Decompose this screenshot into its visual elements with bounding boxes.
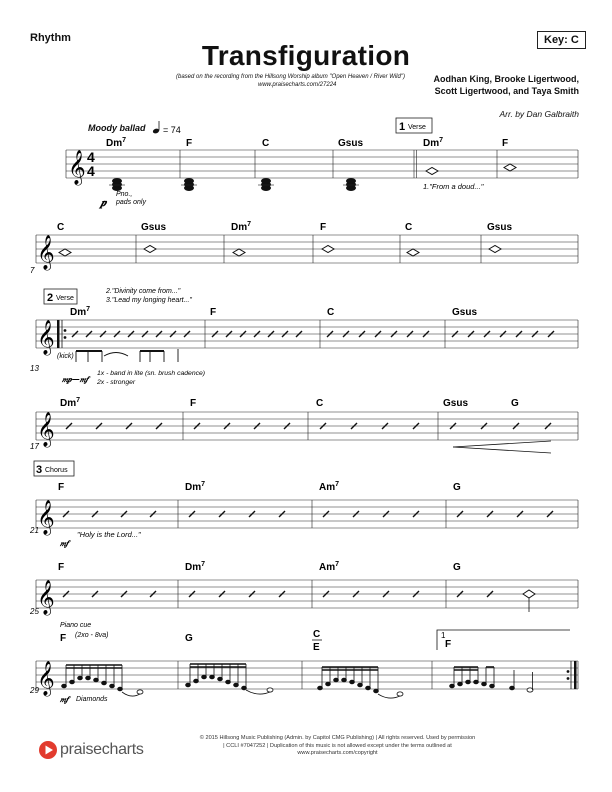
lyric-cue-lead-my: 3."Lead my longing heart...": [106, 297, 192, 304]
chord-dm7: Dm$^7$: [106, 137, 127, 149]
treble-clef-icon: 𝄞: [37, 412, 55, 447]
treble-clef-icon: 𝄞: [37, 235, 55, 270]
praisecharts-logo-text: praisecharts: [60, 741, 144, 758]
chord-gsus: Gsus: [452, 307, 478, 318]
chord-dm7: Dm$^7$: [231, 221, 252, 233]
chord-f: F: [60, 633, 67, 644]
chord-g: G: [185, 633, 193, 644]
chord-f: F: [320, 222, 327, 233]
measure-number-21: 21: [30, 526, 39, 535]
treble-clef-icon: 𝄞: [37, 580, 55, 615]
arranger-credit: Arr. by Dan Galbraith: [499, 109, 579, 119]
song-title: Transfiguration: [201, 40, 411, 71]
writers-line-1: Aodhan King, Brooke Ligertwood,: [433, 74, 579, 84]
section-number-1: 1: [399, 121, 406, 133]
annotation-pads-only: pads only: [116, 199, 146, 206]
staff-system-7: [29, 622, 578, 704]
copyright-line-3: www.praisecharts.com/copyright: [297, 750, 378, 756]
time-signature-top: 4: [87, 149, 95, 165]
chord-c: C: [262, 138, 270, 149]
chord-f: F: [58, 482, 65, 493]
diamond-note-icon: [322, 246, 334, 253]
quarter-note-icon: [152, 121, 160, 134]
chord-dm7: Dm$^7$: [70, 306, 91, 318]
kick-rhythm: [76, 349, 178, 362]
repeat-end-bar: [574, 661, 577, 689]
chord-g: G: [511, 398, 519, 409]
treble-clef-icon: 𝄞: [37, 500, 55, 535]
chord-c-over-e-bass: E: [313, 642, 320, 653]
measure-number-25: 25: [30, 607, 39, 616]
annotation-octave: (2xo - 8va): [75, 632, 109, 639]
whole-note-chords: [112, 178, 356, 191]
diamond-note-icon: [407, 249, 419, 256]
praisecharts-logo-icon: [38, 740, 58, 760]
chord-g: G: [453, 482, 461, 493]
tempo-value: = 74: [163, 125, 181, 135]
annotation-diamonds: Diamonds: [76, 696, 108, 703]
chord-am7: Am$^7$: [319, 561, 340, 573]
staff-system-1: [66, 118, 578, 209]
copyright-line-2: | CCLI #7047252 | Duplication of this music is not allowed except under the terms outlined at: [223, 742, 452, 749]
annotation-kick: (kick): [57, 353, 74, 360]
staff-system-3: [30, 288, 578, 386]
measure-number-29: 29: [30, 686, 39, 695]
tempo-label: Moody ballad: [88, 123, 146, 133]
section-number-2: 2: [47, 292, 54, 304]
dynamic-mp-mf: 𝆐𝆏—𝆐𝆑: [62, 374, 89, 384]
section-name-verse: Verse: [56, 295, 74, 302]
lyric-cue-divinity: 2."Divinity come from...": [106, 288, 181, 295]
chord-dm7: Dm$^7$: [185, 561, 206, 573]
part-name: Rhythm: [30, 32, 71, 44]
diamond-note-icon: [426, 168, 438, 175]
chord-f: F: [190, 398, 197, 409]
dynamic-p: 𝆏: [101, 196, 107, 209]
dynamic-mf: 𝆐𝆑: [60, 538, 69, 548]
chord-f: F: [186, 138, 193, 149]
chord-gsus: Gsus: [338, 138, 364, 149]
copyright-notice: [160, 735, 515, 758]
song-subtitle: (based on the recording from the Hillsong Worship album "Open Heaven / River Wild"): [176, 74, 405, 80]
diamond-note-icon: [504, 164, 516, 171]
song-url: www.praisecharts.com/27224: [258, 82, 337, 88]
repeat-start-bar: [57, 320, 60, 348]
annotation-pno: Pno.,: [116, 191, 133, 198]
staff-system-4: [30, 397, 578, 453]
annotation-band-in-lite: 1x - band in lite (sn. brush cadence): [97, 370, 206, 377]
chord-am7: Am$^7$: [319, 481, 340, 493]
chord-dm7: Dm$^7$: [423, 137, 444, 149]
chord-dm7: Dm$^7$: [60, 397, 81, 409]
chord-gsus: Gsus: [141, 222, 167, 233]
chord-f: F: [502, 138, 509, 149]
section-name-chorus: Chorus: [45, 467, 68, 474]
time-signature-bottom: 4: [87, 163, 95, 179]
piano-cue-notes: [62, 664, 533, 698]
diamond-note-icon: [489, 246, 501, 253]
dynamic-mf: 𝆐𝆑: [60, 694, 69, 704]
chord-f: F: [445, 639, 452, 650]
measure-number-7: 7: [30, 266, 35, 275]
chord-c: C: [316, 398, 324, 409]
staff-system-6: [29, 561, 578, 616]
chord-dm7: Dm$^7$: [185, 481, 206, 493]
treble-clef-icon: 𝄞: [37, 661, 55, 696]
diamond-note-icon: [144, 246, 156, 253]
chord-gsus: Gsus: [487, 222, 513, 233]
measure-number-17: 17: [30, 442, 39, 451]
diamond-note-icon: [233, 249, 245, 256]
section-number-3: 3: [36, 464, 43, 476]
staff-system-2: [30, 221, 578, 275]
lyric-cue-holy: "Holy is the Lord...": [77, 530, 141, 539]
first-ending-bracket: [437, 630, 570, 650]
annotation-stronger: 2x - stronger: [97, 379, 136, 386]
chord-c: C: [405, 222, 413, 233]
chord-c: C: [57, 222, 65, 233]
staff-system-5: [29, 461, 578, 548]
treble-clef-icon: 𝄞: [68, 150, 86, 185]
annotation-piano-cue: Piano cue: [60, 622, 92, 629]
crescendo-hairpin: [453, 441, 551, 453]
chord-f: F: [210, 307, 217, 318]
treble-clef-icon: 𝄞: [37, 320, 55, 355]
lyric-cue-from-a-cloud: 1."From a doud...": [423, 182, 484, 191]
chord-c-over-e-top: C: [313, 629, 321, 640]
chord-gsus: Gsus: [443, 398, 469, 409]
chord-f: F: [58, 562, 65, 573]
diamond-note-icon: [59, 249, 71, 256]
chord-c: C: [327, 307, 335, 318]
measure-number-13: 13: [30, 364, 39, 373]
diamond-note-icon: [523, 590, 535, 598]
ending-number: 1: [441, 631, 446, 640]
chord-g: G: [453, 562, 461, 573]
writers-line-2: Scott Ligertwood, and Taya Smith: [434, 86, 579, 96]
section-name-verse: Verse: [408, 124, 426, 131]
key-box: Key: C: [537, 31, 586, 49]
copyright-line-1: © 2015 Hillsong Music Publishing (Admin. by Capitol CMG Publishing) | All rights reserved. Used by permission: [199, 735, 476, 741]
